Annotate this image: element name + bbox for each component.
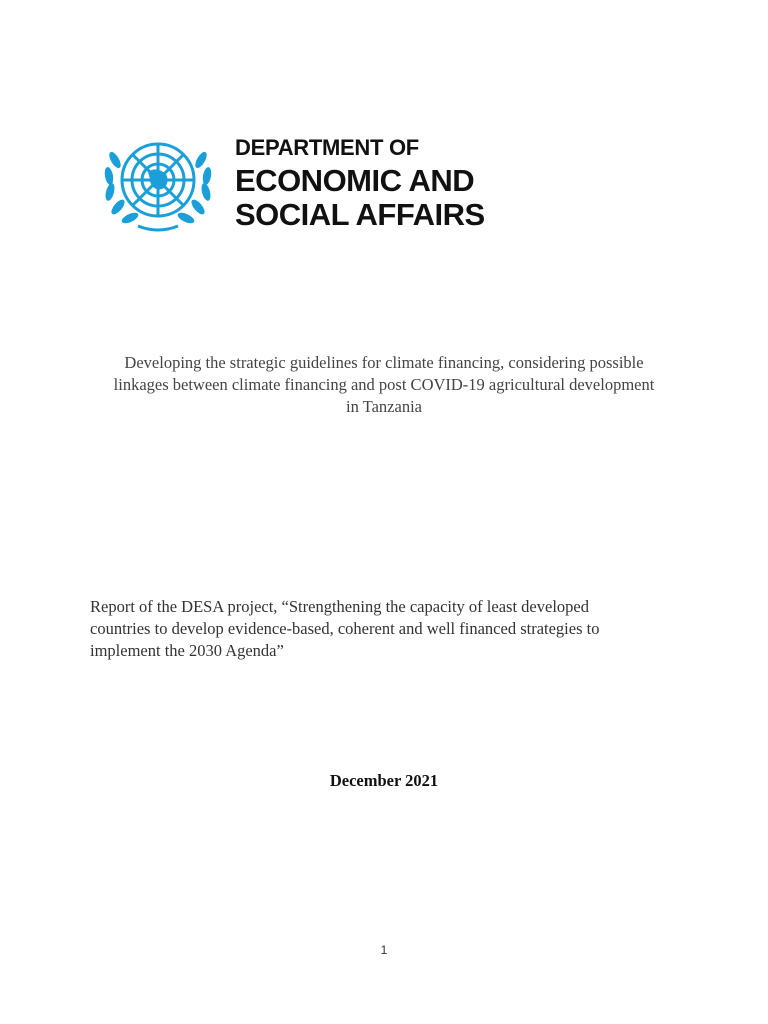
un-emblem-icon xyxy=(98,130,218,236)
department-name-line1: DEPARTMENT OF xyxy=(235,135,419,160)
title-line: in Tanzania xyxy=(346,397,422,416)
report-date: December 2021 xyxy=(329,771,439,790)
page-number: 1 xyxy=(380,943,388,957)
department-name-line3: SOCIAL AFFAIRS xyxy=(235,197,485,232)
report-line: countries to develop evidence-based, coherent and well financed strategies to xyxy=(90,619,600,638)
department-name xyxy=(235,137,485,233)
report-line: Report of the DESA project, “Strengthening the capacity of least developed xyxy=(90,597,589,616)
department-name-line2: ECONOMIC AND xyxy=(235,163,475,198)
report-line: implement the 2030 Agenda” xyxy=(90,641,284,660)
report-description xyxy=(90,596,690,662)
document-title xyxy=(70,352,698,418)
title-line: Developing the strategic guidelines for climate financing, considering possible xyxy=(124,353,644,372)
title-line: linkages between climate financing and post COVID-19 agricultural development xyxy=(113,375,655,394)
desa-logo xyxy=(98,128,498,238)
